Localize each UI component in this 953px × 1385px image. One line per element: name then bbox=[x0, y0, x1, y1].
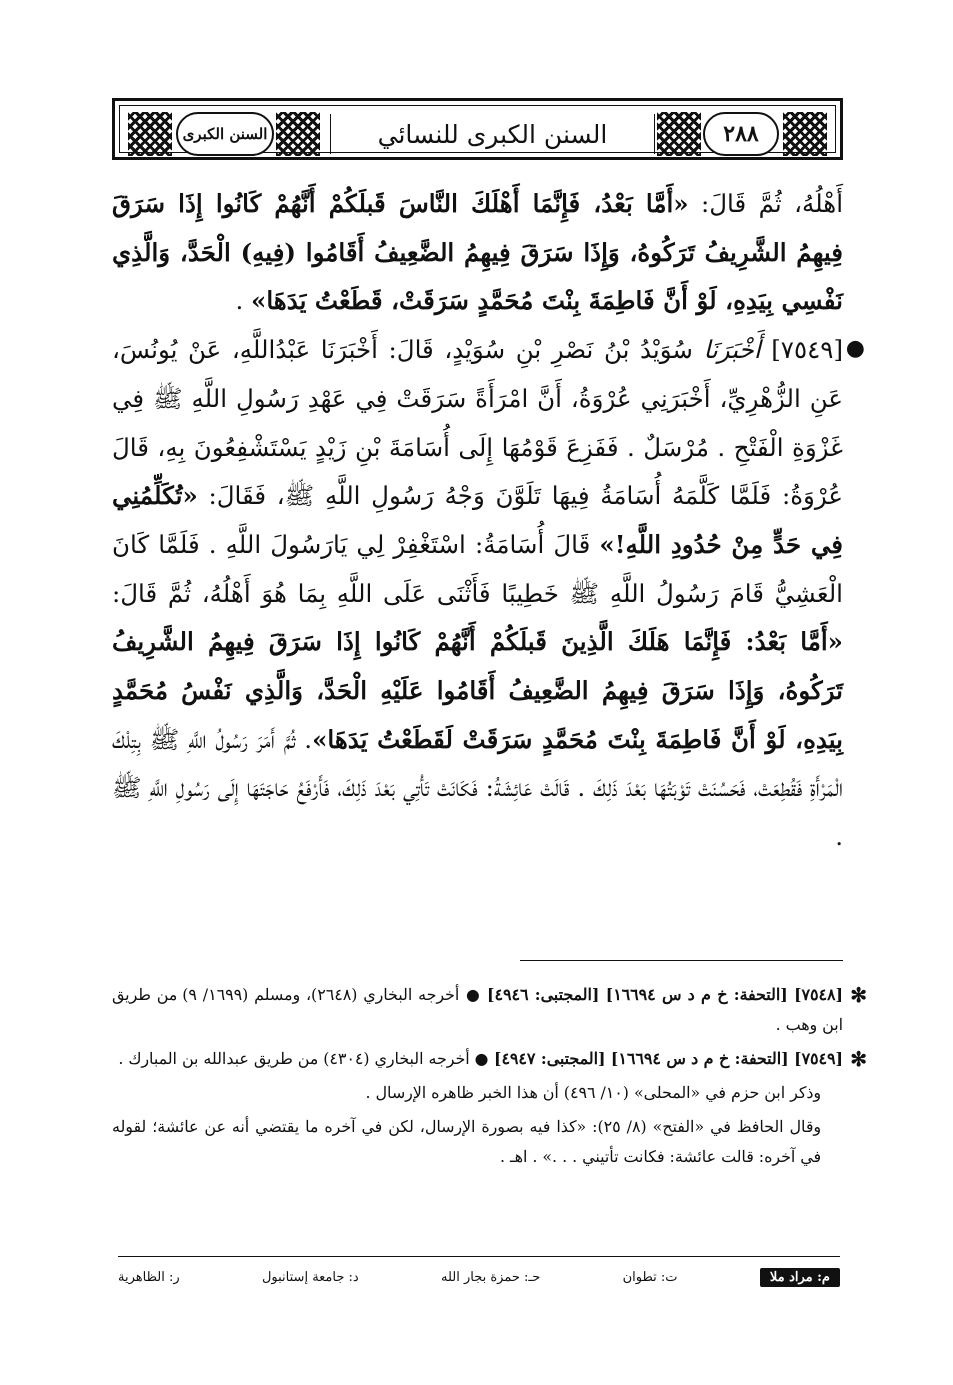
footnote-ibn-hazm: وذكر ابن حزم في «المحلى» (١٠/ ٤٩٦) أن هذا الخبر ظاهره الإرسال . bbox=[365, 1083, 821, 1102]
hadith-text-3: . ثُمَّ أَمَرَ رَسُولُ اللَّهِ ﷺ بِتِلْكَ الْمَرْأَةِ فَقُطِعَتْ، فَحَسُنَتْ تَوْبَتُهَا بَعْدَ ذَلِكَ . قَالَتْ عَائِشَةُ: فَكَانَتْ تَأْتِي بَعْدَ ذَلِكَ، فَأَرْفَعُ حَاجَتَهَا إِلَى رَسُولِ اللَّهِ ﷺ . bbox=[112, 724, 843, 852]
manuscript-badge: م: مراد ملا bbox=[760, 1268, 840, 1287]
page-number-cartouche bbox=[703, 112, 779, 156]
bullet-icon: ● bbox=[465, 985, 481, 1004]
footnote-refs: [التحفة: خ م د س ١٦٦٩٤] [المجتبى: ٤٩٤٦] bbox=[480, 985, 795, 1004]
manuscript-zahiriyya: ر: الظاهرية bbox=[118, 1269, 180, 1285]
footnotes bbox=[112, 980, 867, 1176]
footnote-7548 bbox=[112, 980, 867, 1040]
bullet-icon: ● bbox=[845, 336, 865, 362]
footnote-number: [٧٥٤٨] bbox=[794, 985, 843, 1004]
ornament-right-inner bbox=[657, 112, 701, 156]
main-text bbox=[112, 180, 865, 862]
hadith-number: [٧٥٤٩] bbox=[771, 335, 843, 365]
hadith-quote-1: «تُكَلِّمُنِي فِي حَدٍّ مِنْ حُدُودِ اللَّهِ!» bbox=[112, 481, 843, 559]
continuation-end: . bbox=[235, 286, 252, 316]
footnote-7549 bbox=[112, 1044, 867, 1074]
manuscript-tetouan: ت: تطوان bbox=[622, 1269, 678, 1285]
continuation-intro: أَهْلُهُ، ثُمَّ قَالَ: bbox=[688, 189, 843, 218]
hadith-text-2: قَالَ أُسَامَةُ: اسْتَغْفِرْ لِي يَارَسُولَ اللَّهِ . فَلَمَّا كَانَ الْعَشِيُّ قَامَ رَسُولُ اللَّهِ ﷺ خَطِيبًا فَأَثْنَى عَلَى اللَّهِ بِمَا هُوَ أَهْلُهُ، ثُمَّ قَالَ: bbox=[112, 529, 843, 608]
footnote-number: [٧٥٤٩] bbox=[794, 1049, 843, 1068]
manuscript-hamza: حـ: حمزة بجار الله bbox=[441, 1269, 541, 1285]
ornament-left-inner bbox=[276, 112, 320, 156]
header-frame bbox=[119, 105, 836, 153]
star-icon: ✻ bbox=[850, 1047, 867, 1071]
footer-divider bbox=[118, 1256, 840, 1257]
footnote-fath: وقال الحافظ في «الفتح» (٨/ ٢٥): «كذا فيه بصورة الإرسال، لكن في آخره ما يقتضي أنه عن عائشة؛ لقوله في آخره: قالت عائشة: فكانت تأتيني . . .» . اهـ . bbox=[112, 1117, 822, 1166]
manuscript-istanbul: د: جامعة إستانبول bbox=[261, 1269, 359, 1285]
hadith-quote-2: «أَمَّا بَعْدُ: فَإِنَّمَا هَلَكَ الَّذِينَ قَبلَكُمْ أَنَّهُمْ كَانُوا إِذَا سَرَقَ فِيهِمُ الشَّرِيفُ تَرَكُوهُ، وَإِذَا سَرَقَ فِيهِمُ الضَّعِيفُ أَقَامُوا عَلَيْهِ الْحَدَّ، وَالَّذِي نَفْسُ مُحَمَّدٍ بِيَدِهِ، لَوْ أَنَّ فَاطِمَةَ بِنْتَ مُحَمَّدٍ سَرَقَتْ لَقَطَعْتُ يَدَهَا» bbox=[112, 627, 843, 754]
continuation-quote: «أَمَّا بَعْدُ، فَإِنَّمَا أَهْلَكَ النَّاسَ قَبلَكُمْ أَنَّهُمْ كَانُوا إِذَا سَرَقَ فِيهِمُ الشَّرِيفُ تَرَكُوهُ، وَإِذَا سَرَقَ فِيهِمُ الضَّعِيفُ أَقَامُوا (فِيهِ) الْحَدَّ، وَالَّذِي نَفْسِي بِيَدِهِ، لَوْ أَنَّ فَاطِمَةَ بِنْتَ مُحَمَّدٍ سَرَقَتْ، قَطَعْتُ يَدَهَا» bbox=[112, 189, 843, 316]
footnote-divider bbox=[520, 960, 843, 961]
page-header bbox=[112, 98, 843, 160]
star-icon: ✻ bbox=[850, 983, 867, 1007]
book-title: السنن الكبرى للنسائي bbox=[330, 114, 655, 154]
bullet-icon: ● bbox=[474, 1049, 489, 1068]
akhbarana-word: أَخْبَرَنَا bbox=[703, 335, 761, 365]
page-number: ٢٨٨ bbox=[723, 121, 759, 147]
hadith-7549 bbox=[112, 326, 865, 862]
footnote-text: أخرجه البخاري (٢٦٤٨)، ومسلم (١٦٩٩/ ٩) من طريق ابن وهب . bbox=[112, 985, 843, 1034]
manuscript-legend bbox=[118, 1264, 840, 1290]
footnote-text: أخرجه البخاري (٤٣٠٤) من طريق عبدالله بن المبارك . bbox=[118, 1049, 470, 1068]
emblem-cartouche bbox=[176, 112, 274, 156]
ornament-left-outer bbox=[128, 112, 172, 156]
footnote-refs: [التحفة: خ م د س ١٦٦٩٤] [المجتبى: ٤٩٤٧] bbox=[488, 1049, 795, 1068]
hadith-text-1: سُوَيْدُ بْنُ نَصْرِ بْنِ سُوَيْدٍ، قَالَ: أَخْبَرَنَا عَبْدُاللَّهِ، عَنْ يُونُسَ، عَنِ الزُّهْرِيِّ، أَخْبَرَنِي عُرْوَةُ، أَنَّ امْرَأَةً سَرَقَتْ فِي عَهْدِ رَسُولِ اللَّهِ ﷺ فِي غَزْوَةِ الْفَتْحِ . مُرْسَلٌ . فَفَزِعَ قَوْمُهَا إِلَى أُسَامَةَ بْنِ زَيْدٍ يَسْتَشْفِعُونَ بِهِ، قَالَ عُرْوَةُ: فَلَمَّا كَلَّمَهُ أُسَامَةُ فِيهَا تَلَوَّنَ وَجْهُ رَسُولِ اللَّهِ ﷺ، فَقَالَ: bbox=[112, 335, 843, 511]
continuation-paragraph bbox=[112, 180, 843, 326]
ornament-right-outer bbox=[783, 112, 827, 156]
emblem-text: السنن الكبرى bbox=[182, 125, 268, 143]
